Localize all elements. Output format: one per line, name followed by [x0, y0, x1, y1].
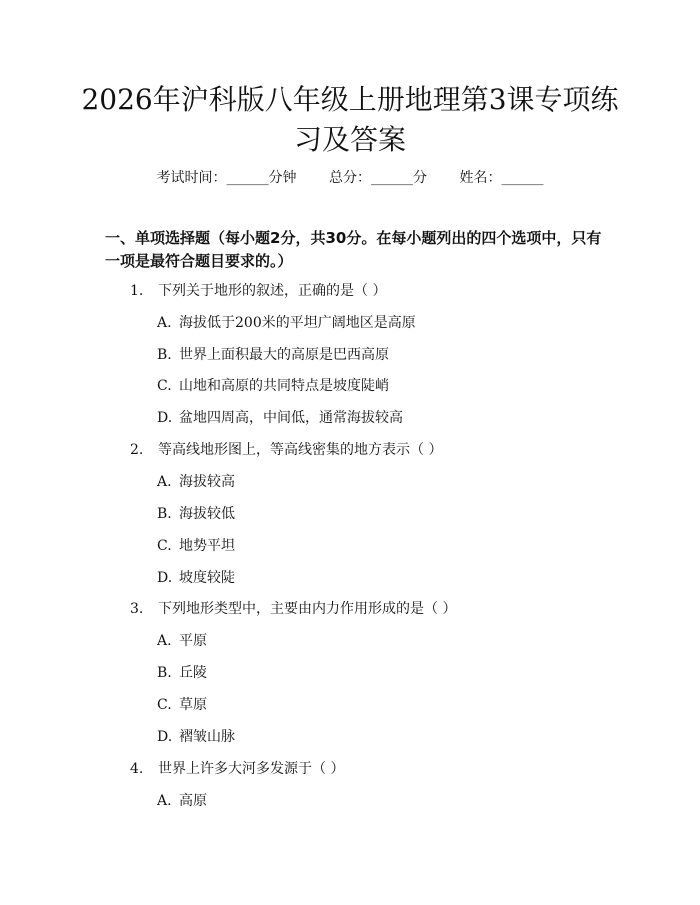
option-text: 地势平坦	[179, 538, 235, 554]
option-letter: C.	[157, 538, 172, 554]
option-text: 坡度较陡	[179, 570, 235, 586]
option-text: 山地和高原的共同特点是坡度陡峭	[179, 378, 389, 394]
section-heading: 一、单项选择题（每小题2分，共30分。在每小题列出的四个选项中，只有一项是最符合题目要求的。）	[105, 229, 602, 270]
q1-option-c	[157, 376, 389, 396]
exam-time-field: 考试时间：______分钟	[156, 170, 297, 186]
option-text: 草原	[179, 697, 207, 713]
q2-option-d	[157, 568, 235, 588]
option-text: 世界上面积最大的高原是巴西高原	[179, 347, 389, 363]
page-title: 2026年沪科版八年级上册地理第3课专项练习及答案	[81, 83, 619, 156]
q2-option-a	[157, 472, 235, 492]
option-text: 丘陵	[179, 665, 207, 681]
option-text: 褶皱山脉	[179, 729, 235, 745]
q3-option-d	[157, 727, 235, 747]
question-number: 1.	[130, 283, 144, 299]
option-letter: D.	[157, 570, 173, 586]
option-letter: B.	[157, 347, 172, 363]
option-text: 高原	[179, 793, 207, 809]
q3-option-a	[157, 631, 207, 651]
q2-option-c	[157, 536, 235, 556]
q1-option-a	[157, 313, 416, 333]
question-number: 4.	[130, 761, 144, 777]
question-2	[130, 440, 442, 460]
option-letter: B.	[157, 665, 172, 681]
option-text: 海拔较高	[179, 474, 235, 490]
q3-option-b	[157, 663, 207, 683]
question-text: 世界上许多大河多发源于（ ）	[158, 761, 345, 777]
q3-option-c	[157, 695, 207, 715]
option-letter: C.	[157, 697, 172, 713]
option-letter: A.	[157, 633, 172, 649]
question-number: 2.	[130, 442, 144, 458]
question-text: 下列关于地形的叙述，正确的是（ ）	[158, 283, 387, 299]
q1-option-d	[157, 408, 403, 428]
option-text: 海拔较低	[179, 506, 235, 522]
option-letter: D.	[157, 410, 173, 426]
option-text: 平原	[179, 633, 207, 649]
q1-option-b	[157, 345, 389, 365]
question-4	[130, 759, 344, 779]
option-text: 盆地四周高，中间低，通常海拔较高	[179, 410, 403, 426]
question-1	[130, 281, 386, 301]
option-letter: B.	[157, 506, 172, 522]
option-text: 海拔低于200米的平坦广阔地区是高原	[179, 315, 416, 331]
student-name-field: 姓名：______	[459, 170, 544, 186]
option-letter: C.	[157, 378, 172, 394]
question-text: 下列地形类型中，主要由内力作用形成的是（ ）	[158, 601, 457, 617]
question-text: 等高线地形图上，等高线密集的地方表示（ ）	[158, 442, 443, 458]
q4-option-a	[157, 791, 207, 811]
option-letter: D.	[157, 729, 173, 745]
option-letter: A.	[157, 474, 172, 490]
total-score-field: 总分：______分	[329, 170, 427, 186]
question-number: 3.	[130, 601, 144, 617]
q2-option-b	[157, 504, 235, 524]
option-letter: A.	[157, 793, 172, 809]
question-3	[130, 599, 456, 619]
exam-meta	[0, 168, 700, 188]
option-letter: A.	[157, 315, 172, 331]
